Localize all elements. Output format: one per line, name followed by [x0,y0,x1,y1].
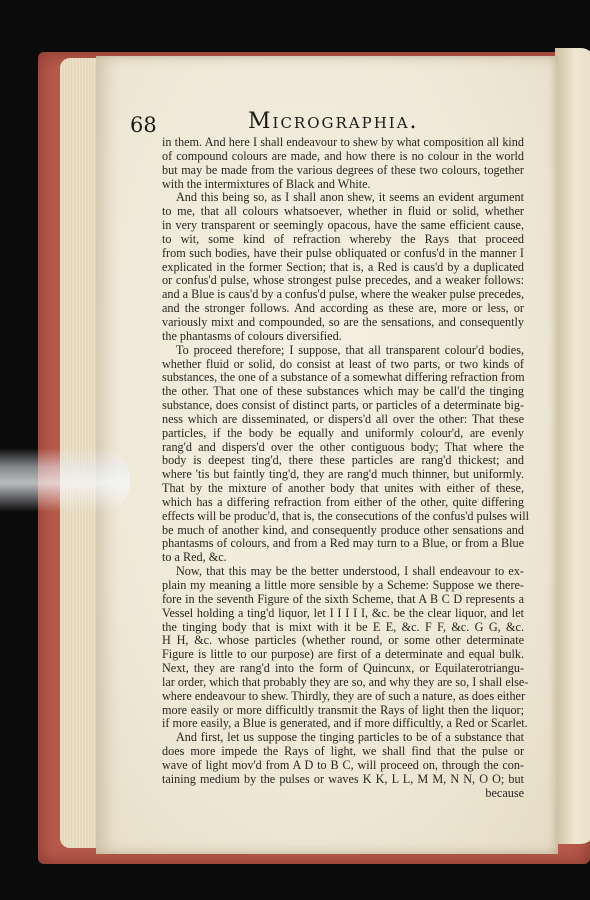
text-line: from such bodies, have their pulse obliquated or confus'd in the manner I [162,245,524,260]
facing-page-edge [555,48,590,844]
text-line: does more impede the Rays of light, we shall find that the pulse or [162,744,524,759]
text-line: phantasms of colours, and from a Red may turn to a Blue, or from a Blue [162,536,524,551]
text-line: effects will be produc'd, that is, the consecutions of the confus'd pulses will [162,508,530,523]
text-line: the other. That one of these substances which may be call'd the tinging [162,384,524,399]
text-line: Vessel holding a ting'd liquor, let I I I I I, &c. be the clear liquor, and let [162,605,524,620]
text-line: And this being so, as I shall anon shew, it seems an evident argument [176,190,524,205]
text-line: to a Red, &c. [162,550,227,565]
text-line: where endeavour to shew. Thirdly, they are of such a nature, as does either [162,688,526,703]
text-line: or confus'd pulse, whose strongest pulse precedes, and a weaker follows: [162,273,524,288]
text-line: That by the mixture of another body that unites with either of these, [162,481,524,496]
text-line: more easily or more difficultly transmit the Rays of light then the liquor; [162,702,524,717]
running-head: Micrographia. [248,109,419,134]
text-line: Next, they are rang'd into the form of Quincunx, or Equilaterotriangu- [162,661,524,676]
text-line: taining medium by the pulses or waves K K, L L, M M, N N, O O; but [162,771,524,786]
text-line: And first, let us suppose the tinging particles to be of a substance that [176,730,524,745]
text-line: H H, &c. whose particles (whether round, or some other determinate [162,633,524,648]
text-line: Figure is little to our purpose) are first of a determinate and equal bulk. [162,647,524,662]
text-line: plain my meaning a little more sensible by a Scheme: Suppose we there- [162,578,524,592]
text-line: the tinging body that is mixt with it be E E, &c. F F, &c. G G, &c. [162,619,524,634]
text-line: and the stronger follows. And according as these are, more or less, or [162,301,524,316]
text-line: ness which are disseminated, or dispers'd all over the other: That these [162,411,524,426]
text-line: be much of another kind, and consequently produce other sensations and [162,522,524,537]
text-line: which has a differing refraction from either of the other, quite differing [162,494,524,509]
light-glare [0,448,130,512]
text-line: in very transparent or seemingly opacous, have the same efficient cause, [162,218,524,233]
text-line: body is deepest ting'd, there these particles are rang'd thickest; and [162,453,524,468]
text-line: particles, if the body be equally and uniformly colour'd, are evenly [162,425,524,440]
text-line: fore in the seventh Figure of the sixth Scheme, that A B C D represents a [162,591,524,606]
text-line: but may be made from the various degrees of these two colours, together [162,162,524,177]
catchword: because [485,785,524,800]
text-line: in them. And here I shall endeavour to shew by what composition all kind [162,135,524,149]
text-line: if more easily, a Blue is generated, and if more difficultly, a Red or Scarlet. [162,716,528,731]
body-text [162,135,530,801]
text-line: of compound colours are made, and how there is no colour in the world [162,148,524,163]
text-line: and a Blue is caus'd by a confus'd pulse, where the weaker pulse precedes, [162,287,525,302]
text-line: the phantasms of colours diversified. [162,328,342,343]
text-line: substance, does consist of distinct parts, or particles of a determinate big- [162,398,524,413]
text-line: where 'tis but faintly ting'd, they are rang'd much thinner, but uniformly. [162,467,524,482]
text-line: explicated in the former Section; that is, a Red is caus'd by a duplicated [162,259,524,274]
text-line: to wit, some kind of refraction whereby the Rays that proceed [162,231,524,246]
text-line: To proceed therefore; I suppose, that all transparent colour'd bodies, [176,342,524,357]
text-line: to me, that all colours whatsoever, whether in fluid or solid, whether [162,204,524,219]
text-line: Now, that this may be the better understood, I shall endeavour to ex- [176,564,524,579]
text-line: lar order, which that probably they are so, and why they are so, I shall else- [162,674,529,689]
page-number: 68 [130,113,157,137]
text-line: whether fluid or solid, do consist at least of two parts, or two kinds of [162,356,524,371]
text-line: substances, the one of a substance of a somewhat differing refraction from [162,370,525,385]
text-line: wave of light mov'd from A D to B C, will proceed on, through the con- [162,757,524,772]
text-line: with the intermixtures of Black and White. [162,176,371,191]
text-line: variously mixt and compounded, so are the sensations, and consequently [162,314,524,329]
text-line: rang'd and dispers'd over the other contiguous body; That where the [162,439,524,454]
